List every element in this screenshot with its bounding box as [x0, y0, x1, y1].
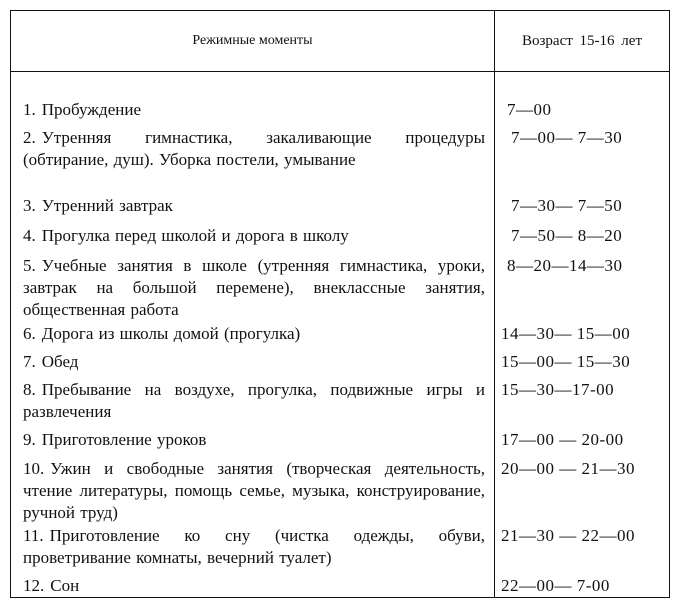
time-cell: 7—00— 7—30	[511, 128, 623, 147]
row-number: 2.	[23, 128, 36, 147]
header-activity: Режимные моменты	[192, 33, 313, 48]
time-cell: 20—00 — 21—30	[501, 459, 635, 478]
activity-cell	[23, 379, 485, 423]
activity-text: Обед	[41, 352, 79, 371]
activity-text: Ужин и свободные занятия (творческая деятельность, чтение литературы, помощь семье, музыка, конструирование, ручной труд)	[23, 459, 485, 522]
activity-text: Дорога из школы домой (прогулка)	[41, 324, 301, 343]
activity-cell	[23, 225, 485, 247]
time-cell: 14—30— 15—00	[501, 324, 631, 343]
time-cell: 7—50— 8—20	[511, 226, 623, 245]
schedule-table	[10, 10, 670, 598]
time-cell: 7—30— 7—50	[511, 196, 623, 215]
row-number: 6.	[23, 324, 36, 343]
activity-cell	[23, 458, 485, 524]
activity-cell	[23, 195, 485, 217]
activity-text: Пребывание на воздухе, прогулка, подвижные игры и развлечения	[23, 380, 485, 421]
activity-cell	[23, 99, 485, 121]
activity-text: Пробуждение	[41, 100, 141, 119]
row-number: 11.	[23, 526, 44, 545]
row-number: 1.	[23, 100, 36, 119]
row-number: 9.	[23, 430, 36, 449]
activity-text: Прогулка перед школой и дорога в школу	[41, 226, 349, 245]
activity-text: Учебные занятия в школе (утренняя гимнастика, уроки, завтрак на большой перемене), внеклассные занятия, общественная работа	[23, 256, 485, 319]
header-age: Возраст 15-16 лет	[522, 32, 642, 49]
activity-cell	[23, 323, 485, 345]
row-number: 4.	[23, 226, 36, 245]
row-number: 7.	[23, 352, 36, 371]
activity-cell	[23, 525, 485, 569]
row-number: 10.	[23, 459, 45, 478]
column-divider	[494, 11, 495, 597]
time-cell: 15—00— 15—30	[501, 352, 631, 371]
row-number: 12.	[23, 576, 45, 595]
activity-text: Утренний завтрак	[41, 196, 173, 215]
activity-text: Приготовление ко сну (чистка одежды, обуви, проветривание комнаты, вечерний туалет)	[23, 526, 485, 567]
time-cell: 17—00 — 20-00	[501, 430, 624, 449]
table-header	[11, 11, 669, 72]
activity-cell	[23, 429, 485, 451]
time-cell: 15—30—17-00	[501, 380, 615, 399]
time-cell: 21—30 — 22—00	[501, 526, 635, 545]
time-cell: 22—00— 7-00	[501, 576, 610, 595]
time-cell: 7—00	[507, 100, 552, 119]
row-number: 8.	[23, 380, 36, 399]
row-number: 5.	[23, 256, 36, 275]
activity-text: Приготовление уроков	[41, 430, 207, 449]
activity-cell	[23, 351, 485, 373]
time-cell: 8—20—14—30	[507, 256, 623, 275]
activity-cell	[23, 127, 485, 171]
activity-cell	[23, 575, 485, 597]
activity-cell	[23, 255, 485, 321]
activity-text: Утренняя гимнастика, закаливающие процедуры (обтирание, душ). Уборка постели, умывание	[23, 128, 485, 169]
row-number: 3.	[23, 196, 36, 215]
activity-text: Сон	[50, 576, 80, 595]
